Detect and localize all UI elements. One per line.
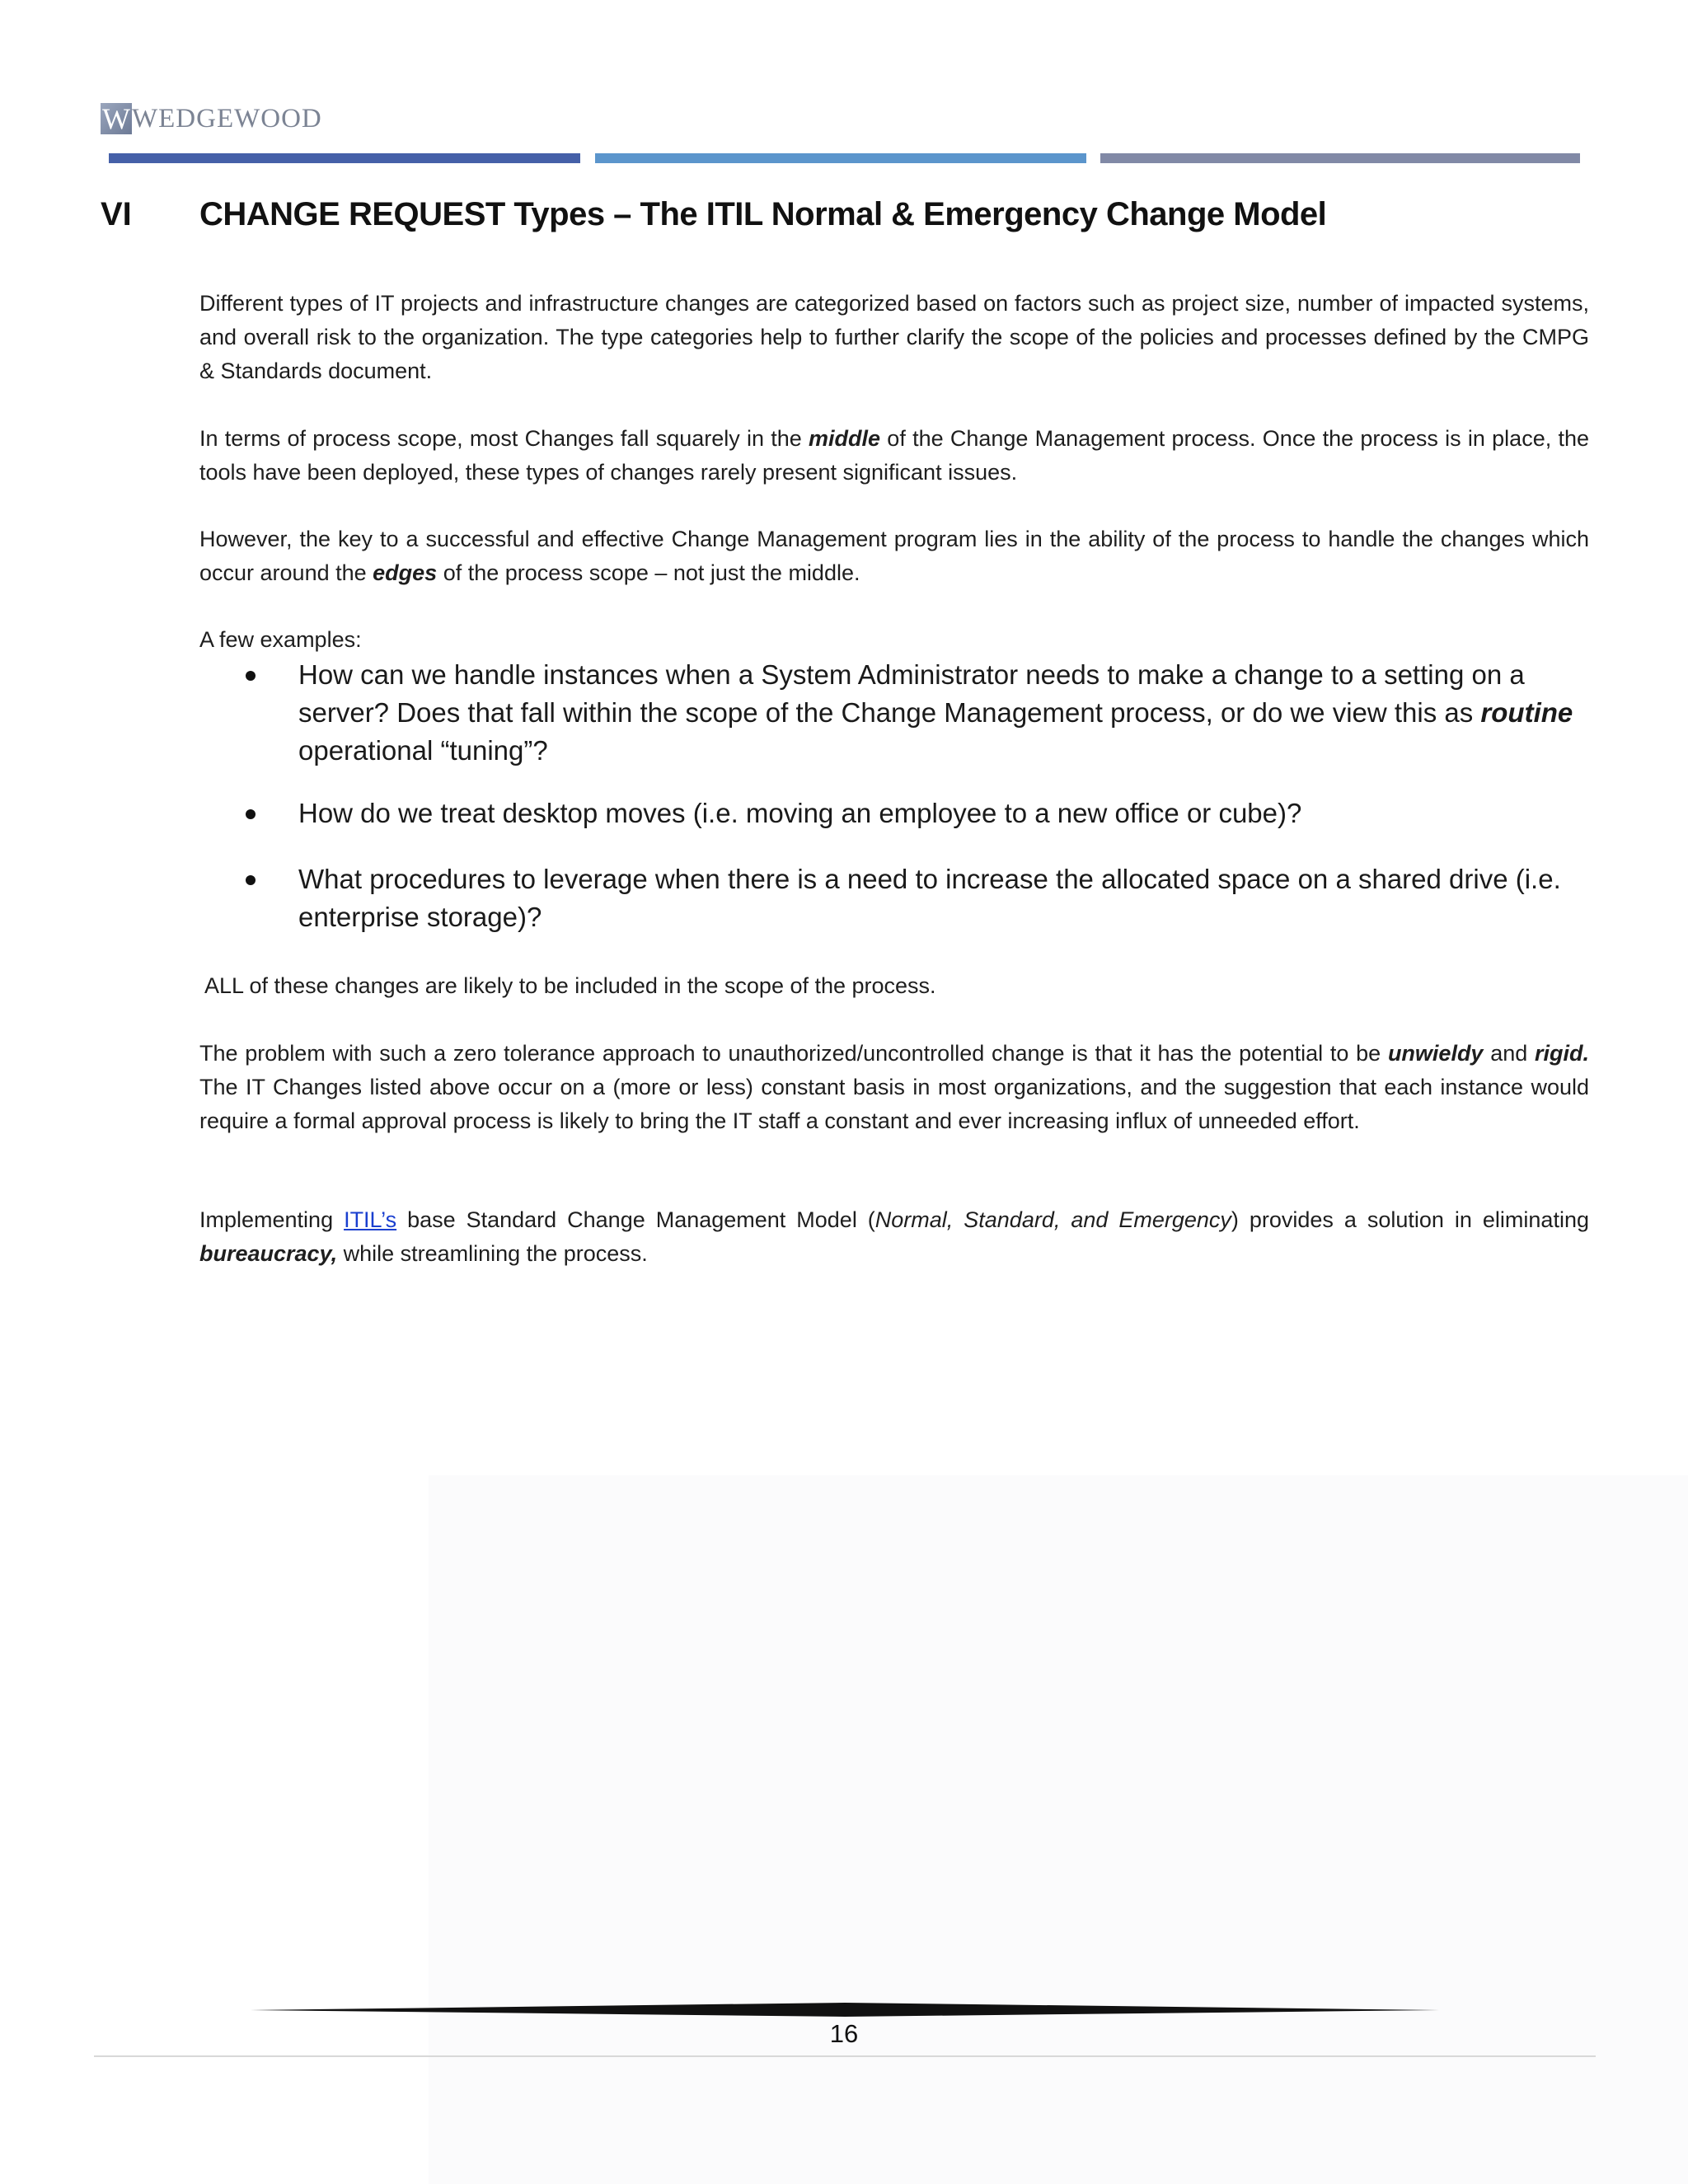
bullet-icon bbox=[246, 671, 256, 681]
header-bar-light-blue bbox=[595, 153, 1086, 163]
text-run: Implementing bbox=[199, 1207, 345, 1232]
list-item bbox=[199, 860, 1589, 936]
section-number: VI bbox=[101, 196, 132, 232]
text-run: In terms of process scope, most Changes fall squarely in the bbox=[199, 426, 809, 451]
paragraph-examples-label: A few examples: bbox=[199, 627, 362, 652]
text-run: of the Change Management process. Once the process is in place, the tools have been deployed, these types of changes rarely present significant issues. bbox=[199, 426, 1589, 485]
page-number: 16 bbox=[829, 2019, 859, 2048]
bullet-icon bbox=[246, 809, 256, 819]
section-heading bbox=[101, 196, 1326, 233]
paragraph-implementing-itil bbox=[199, 1203, 1589, 1271]
text-run: of the process scope – not just the middle. bbox=[437, 560, 860, 585]
emphasis-rigid: rigid. bbox=[1534, 1041, 1589, 1066]
paragraph-process-scope bbox=[199, 422, 1589, 490]
text-run: and bbox=[1483, 1041, 1535, 1066]
logo-mark-icon: W bbox=[101, 103, 132, 134]
text-run: The problem with such a zero tolerance approach to unauthorized/uncontrolled change is that it has the potential to be bbox=[199, 1041, 1388, 1066]
header-bar-dark-blue bbox=[109, 153, 580, 163]
itil-link[interactable]: ITIL’s bbox=[344, 1207, 397, 1232]
footer-line bbox=[94, 2055, 1596, 2057]
paragraph-zero-tolerance bbox=[199, 1037, 1589, 1138]
text-run: What procedures to leverage when there is a need to increase the allocated space on a shared drive (i.e. enterprise storage)? bbox=[298, 864, 1561, 932]
header-bar-slate bbox=[1100, 153, 1580, 163]
text-run: How do we treat desktop moves (i.e. moving an employee to a new office or cube)? bbox=[298, 798, 1302, 828]
paragraph-all-changes: ALL of these changes are likely to be included in the scope of the process. bbox=[204, 973, 936, 998]
text-run: base Standard Change Management Model ( bbox=[396, 1207, 875, 1232]
text-run: The IT Changes listed above occur on a (more or less) constant basis in most organizations, and the suggestion that each instance would require a formal approval process is likely to bring the IT staff a constant and ever increasing influx of unneeded effort. bbox=[199, 1075, 1589, 1133]
paragraph-edges bbox=[199, 523, 1589, 590]
list-item bbox=[199, 794, 1589, 832]
wedgewood-logo bbox=[101, 101, 322, 137]
examples-list bbox=[199, 656, 1589, 936]
footer-divider bbox=[251, 2001, 1439, 2018]
text-run: However, the key to a successful and effective Change Management program lies in the ability of the process to handle the changes which occur around the bbox=[199, 527, 1589, 585]
bullet-icon bbox=[246, 875, 256, 885]
emphasis-bureaucracy: bureaucracy, bbox=[199, 1241, 338, 1266]
page-shading bbox=[429, 1475, 1688, 2184]
section-title: CHANGE REQUEST Types – The ITIL Normal & Emergency Change Model bbox=[199, 196, 1327, 232]
text-run: ) provides a solution in eliminating bbox=[1231, 1207, 1589, 1232]
text-run: How can we handle instances when a System Administrator needs to make a change to a setting on a server? Does that fall within the scope of the Change Management process, or do we view this as bbox=[298, 659, 1525, 728]
emphasis-routine: routine bbox=[1480, 697, 1573, 728]
logo-text: WEDGEWOOD bbox=[132, 103, 322, 134]
paragraph-intro: Different types of IT projects and infrastructure changes are categorized based on factors such as project size, number of impacted systems, and overall risk to the organization. The type categories help to further clarify the scope of the policies and processes defined by the CMPG & Standards document. bbox=[199, 291, 1589, 383]
text-run: while streamlining the process. bbox=[337, 1241, 648, 1266]
emphasis-edges: edges bbox=[373, 560, 438, 585]
list-item bbox=[199, 656, 1589, 770]
emphasis-unwieldy: unwieldy bbox=[1387, 1041, 1484, 1066]
emphasis-middle: middle bbox=[809, 426, 881, 451]
text-run: operational “tuning”? bbox=[298, 735, 548, 766]
emphasis-models: Normal, Standard, and Emergency bbox=[874, 1207, 1231, 1232]
